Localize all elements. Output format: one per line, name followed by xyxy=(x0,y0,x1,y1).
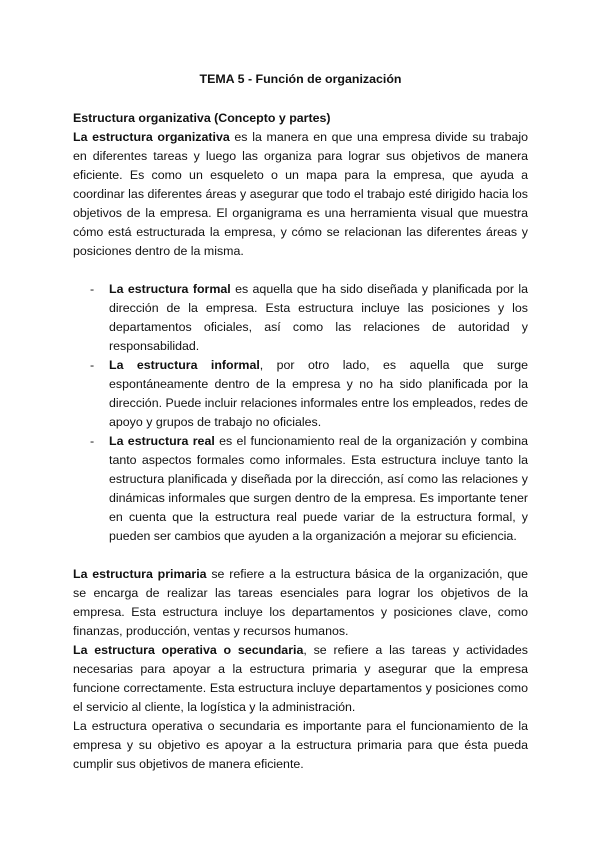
formal-text: es aquella que ha sido diseñada y planificada por la dirección de la empresa. Esta estructura incluye las posiciones y los departamentos oficiales, así como las relaciones de autoridad y responsabilidad. xyxy=(109,282,528,353)
operative-lead-term: La estructura operativa o secundaria xyxy=(73,643,304,657)
document-page xyxy=(73,70,528,774)
spacer xyxy=(73,546,528,565)
list-item-informal xyxy=(73,356,528,432)
structure-types-list xyxy=(73,280,528,546)
formal-lead-term: La estructura formal xyxy=(109,282,231,296)
primary-lead-term: La estructura primaria xyxy=(73,567,207,581)
document-title: TEMA 5 - Función de organización xyxy=(199,72,402,86)
bullet-dash: - xyxy=(90,434,95,448)
real-lead-term: La estructura real xyxy=(109,434,215,448)
list-item-real xyxy=(73,432,528,546)
list-item-formal xyxy=(73,280,528,356)
spacer xyxy=(73,261,528,280)
informal-text: , por otro lado, es aquella que surge espontáneamente dentro de la empresa y no ha sido planificada por la dirección. Puede incluir relaciones informales entre los empleados, redes de apoyo y grupos de trabajo no oficiales. xyxy=(109,358,528,429)
real-text: es el funcionamiento real de la organización y combina tanto aspectos formales como informales. Esta estructura incluye tanto la estructura planificada y diseñada por la dirección, así como las relaciones y dinámicas informales que surgen dentro de la empresa. Es importante tener en cuenta que la estructura real puede variar de la estructura formal, y pueden ser cambios que ayuden a la organización a mejorar su eficiencia. xyxy=(109,434,528,543)
closing-paragraph: La estructura operativa o secundaria es importante para el funcionamiento de la empresa y su objetivo es apoyar a la estructura primaria para que ésta pueda cumplir sus objetivos de manera eficiente. xyxy=(73,719,528,771)
primary-paragraph xyxy=(73,565,528,641)
section-heading: Estructura organizativa (Concepto y partes) xyxy=(73,111,331,125)
informal-lead-term: La estructura informal xyxy=(109,358,260,372)
operative-paragraph xyxy=(73,641,528,717)
intro-text: es la manera en que una empresa divide su trabajo en diferentes tareas y luego las organiza para lograr sus objetivos de manera eficiente. Es como un esqueleto o un mapa para la empresa, que ayuda a coordinar las diferentes áreas y asegurar que todo el trabajo esté dirigido hacia los objetivos de la empresa. El organigrama es una herramienta visual que muestra cómo está estructurada la empresa, y cómo se relacionan las diferentes áreas y posiciones dentro de la misma. xyxy=(73,130,528,258)
intro-lead-term: La estructura organizativa xyxy=(73,130,230,144)
primary-text: se refiere a la estructura básica de la organización, que se encarga de realizar las tareas esenciales para lograr los objetivos de la empresa. Esta estructura incluye los departamentos y posiciones clave, como finanzas, producción, ventas y recursos humanos. xyxy=(73,567,528,638)
intro-paragraph xyxy=(73,128,528,261)
bullet-dash: - xyxy=(90,358,95,372)
bullet-dash: - xyxy=(90,282,95,296)
operative-text: , se refiere a las tareas y actividades necesarias para apoyar a la estructura primaria y asegurar que la empresa funcione correctamente. Esta estructura incluye departamentos y posiciones como el servicio al cliente, la logística y la administración. xyxy=(73,643,528,714)
